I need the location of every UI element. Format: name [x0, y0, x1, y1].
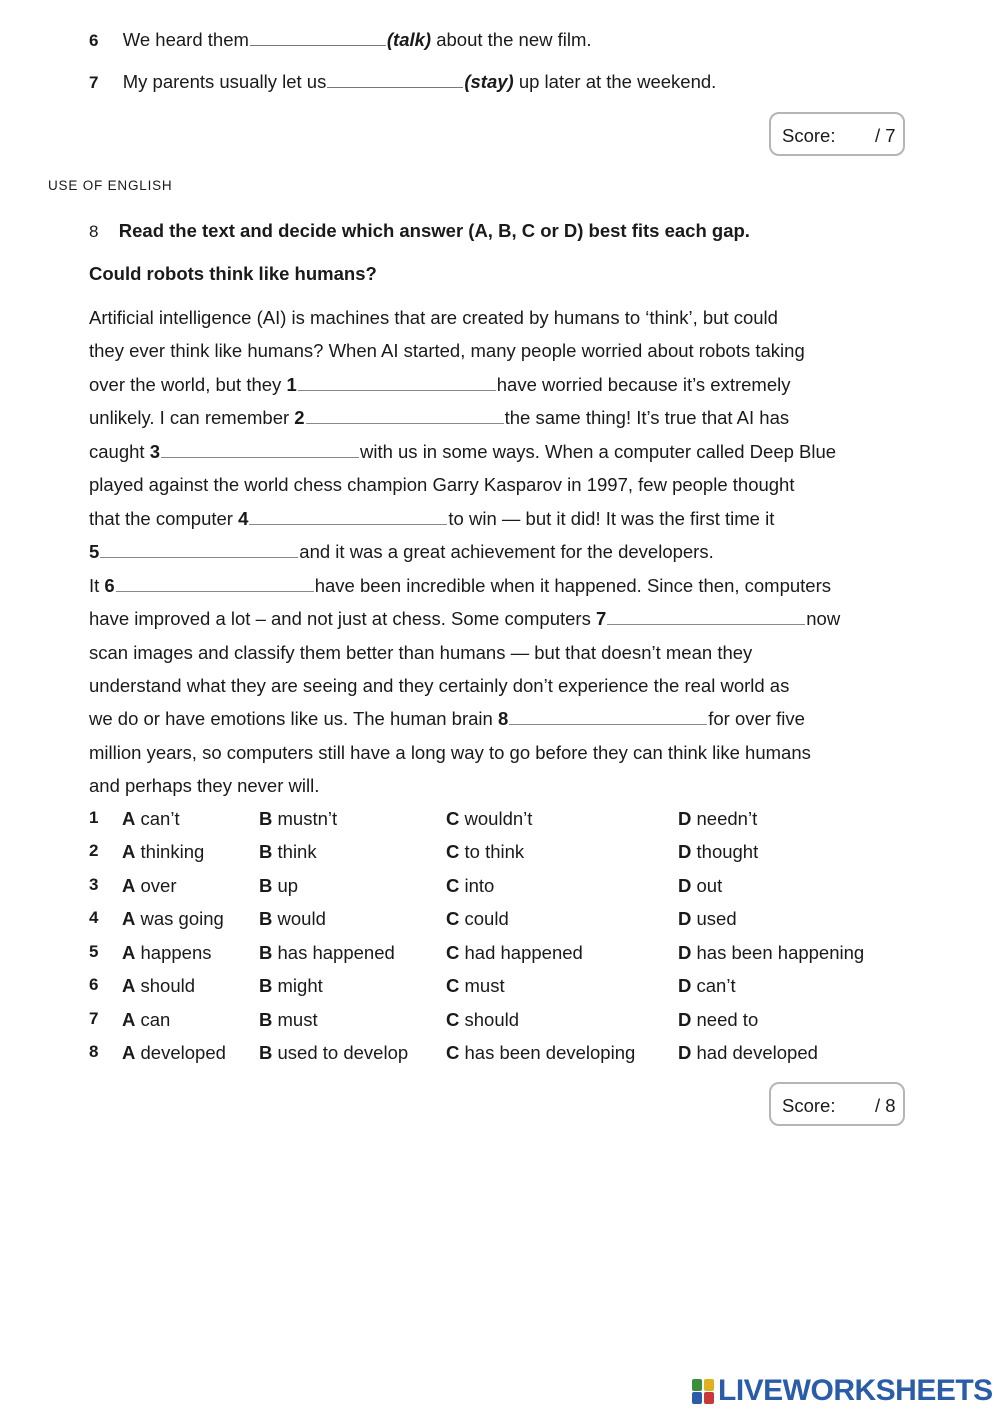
answer-blank[interactable]	[250, 44, 386, 46]
gap-blank[interactable]	[607, 623, 805, 625]
option-letter: B	[259, 808, 273, 829]
option-text: over	[140, 874, 177, 896]
option-letter: B	[259, 874, 273, 896]
option-letter: C	[446, 874, 460, 896]
option-d[interactable]	[678, 1009, 758, 1031]
option-letter: A	[122, 1042, 136, 1064]
option-letter: C	[446, 1008, 460, 1030]
option-letter: B	[259, 1008, 273, 1030]
option-letter: D	[678, 841, 692, 863]
option-text: mustn’t	[277, 808, 338, 829]
option-letter: C	[446, 1042, 460, 1064]
option-letter: A	[122, 874, 136, 896]
passage-text: for over five	[708, 708, 805, 730]
option-b[interactable]	[259, 942, 395, 964]
gap-number: 3	[149, 440, 160, 462]
exercise-number: 8	[89, 222, 99, 241]
option-letter: B	[259, 841, 273, 863]
option-text: thought	[696, 841, 759, 863]
passage-text: over the world, but they	[89, 373, 287, 395]
option-b[interactable]	[259, 1009, 318, 1031]
option-row-number: 7	[89, 1008, 99, 1028]
gap-number: 7	[595, 608, 607, 630]
option-row-number: 6	[89, 975, 99, 995]
option-letter: B	[259, 908, 273, 930]
passage-text: to win — but it did! It was the first time it	[448, 507, 775, 529]
option-letter: D	[678, 808, 692, 829]
liveworksheets-logo	[692, 1374, 993, 1408]
gap-number: 6	[104, 574, 115, 596]
option-letter: A	[122, 808, 136, 829]
option-a[interactable]	[122, 975, 195, 997]
text-title: Could robots think like humans?	[89, 263, 377, 284]
section-label: USE OF ENGLISH	[48, 178, 173, 193]
option-letter: A	[122, 908, 136, 930]
sentence-text-before: We heard them	[122, 29, 249, 50]
gap-blank[interactable]	[161, 456, 359, 458]
option-text: need to	[696, 1008, 759, 1030]
option-d[interactable]	[678, 975, 736, 997]
option-text: to think	[464, 841, 525, 863]
option-row-number: 5	[89, 941, 99, 961]
option-letter: A	[122, 1008, 136, 1030]
option-text: had happened	[464, 941, 583, 963]
passage-text: caught	[89, 440, 150, 462]
item-number: 7	[89, 73, 99, 92]
option-letter: C	[446, 941, 460, 963]
gap-number: 1	[286, 373, 297, 395]
option-letter: A	[122, 841, 136, 863]
passage-text: unlikely. I can remember	[89, 407, 295, 429]
option-a[interactable]	[122, 1009, 170, 1031]
option-a[interactable]	[122, 942, 212, 964]
option-a[interactable]	[122, 841, 204, 863]
passage-line	[89, 575, 831, 597]
option-text: should	[464, 1008, 520, 1030]
option-b[interactable]	[259, 975, 323, 997]
option-row-number: 1	[89, 808, 99, 827]
passage-line	[89, 675, 789, 697]
option-text: into	[464, 874, 495, 896]
gap-blank[interactable]	[100, 556, 298, 558]
passage-text: now	[806, 608, 841, 630]
option-letter: B	[259, 1042, 273, 1064]
option-d[interactable]	[678, 841, 758, 863]
option-c[interactable]	[446, 942, 583, 964]
option-row-number: 2	[89, 841, 99, 861]
verb-hint: (talk)	[386, 29, 432, 50]
option-a[interactable]	[122, 1042, 226, 1064]
option-text: can	[140, 1008, 171, 1030]
option-text: used	[696, 908, 737, 930]
option-a[interactable]	[122, 808, 180, 830]
option-text: happens	[140, 941, 212, 963]
option-text: must	[277, 1008, 318, 1030]
option-letter: B	[259, 941, 273, 963]
option-letter: B	[259, 975, 273, 997]
passage-line	[89, 441, 836, 463]
score-label: Score:	[782, 1095, 836, 1116]
option-letter: C	[446, 841, 460, 863]
instruction-text: Read the text and decide which answer (A, B, C or D) best fits each gap.	[118, 220, 750, 241]
option-c[interactable]	[446, 808, 532, 830]
option-text: out	[696, 874, 723, 896]
option-text: used to develop	[277, 1042, 409, 1064]
passage-line	[89, 508, 774, 530]
gap-number: 8	[497, 708, 509, 730]
logo-text: LIVEWORKSHEETS	[718, 1374, 993, 1407]
option-b[interactable]	[259, 841, 317, 863]
score-box-8	[769, 1082, 905, 1126]
passage-text: and it was a great achievement for the developers.	[299, 541, 714, 563]
passage-text: and perhaps they never will.	[89, 775, 320, 797]
option-letter: D	[678, 908, 692, 930]
option-text: could	[464, 908, 509, 930]
passage-text: million years, so computers still have a long way to go before they can think like humans	[89, 741, 811, 763]
option-text: should	[140, 975, 196, 997]
option-letter: A	[122, 975, 136, 997]
option-d[interactable]	[678, 875, 722, 897]
passage-text: have improved a lot – and not just at chess. Some computers	[89, 608, 596, 630]
option-row-number: 8	[89, 1042, 99, 1062]
passage-line	[89, 775, 319, 797]
option-text: would	[277, 908, 326, 930]
option-a[interactable]	[122, 875, 177, 897]
sentence-text-after: about the new film.	[436, 29, 592, 50]
passage-line	[89, 474, 794, 496]
passage-line	[89, 608, 840, 630]
score-label: Score:	[782, 125, 836, 146]
gap-blank[interactable]	[249, 523, 447, 525]
option-text: wouldn’t	[464, 808, 533, 829]
option-text: had developed	[696, 1042, 818, 1064]
option-text: needn’t	[696, 808, 758, 829]
passage-text: that the computer	[89, 507, 239, 529]
sentence-text-before: My parents usually let us	[122, 71, 327, 92]
passage-text: we do or have emotions like us. The human brain	[89, 708, 498, 730]
gap-number: 5	[89, 541, 100, 563]
option-text: has been developing	[464, 1042, 636, 1064]
option-letter: C	[446, 908, 460, 930]
verb-hint: (stay)	[464, 71, 514, 92]
option-c[interactable]	[446, 841, 524, 863]
gap-number: 4	[238, 507, 249, 529]
option-letter: D	[678, 941, 692, 963]
option-text: can’t	[140, 808, 180, 829]
passage-line	[89, 407, 789, 429]
option-letter: D	[678, 1008, 692, 1030]
option-c[interactable]	[446, 1042, 635, 1064]
option-a[interactable]	[122, 908, 224, 930]
passage-text: understand what they are seeing and they certainly don’t experience the real world as	[89, 674, 790, 696]
answer-blank[interactable]	[327, 86, 463, 88]
option-c[interactable]	[446, 875, 494, 897]
option-text: up	[277, 874, 299, 896]
option-text: think	[277, 841, 317, 863]
option-letter: A	[122, 941, 136, 963]
passage-line	[89, 742, 811, 764]
gap-number: 2	[294, 407, 305, 429]
passage-line	[89, 374, 791, 396]
item-number: 6	[89, 31, 99, 50]
passage-line	[89, 541, 714, 563]
option-text: developed	[140, 1042, 226, 1064]
option-c[interactable]	[446, 975, 505, 997]
passage-line	[89, 307, 778, 329]
option-d[interactable]	[678, 1042, 818, 1064]
passage-text: played against the world chess champion Garry Kasparov in 1997, few people thought	[89, 474, 795, 496]
option-letter: D	[678, 975, 692, 997]
passage-text: the same thing! It’s true that AI has	[504, 407, 790, 429]
option-b[interactable]	[259, 1042, 408, 1064]
score-total: / 7	[875, 125, 896, 146]
option-c[interactable]	[446, 908, 509, 930]
passage-text: they ever think like humans? When AI started, many people worried about robots taking	[89, 340, 805, 362]
exercise-instruction	[89, 220, 750, 242]
logo-icon	[692, 1377, 716, 1405]
passage-line	[89, 708, 805, 730]
score-total: / 8	[875, 1095, 896, 1116]
option-row-number: 3	[89, 874, 99, 894]
gap-blank[interactable]	[298, 389, 496, 391]
option-text: must	[464, 975, 505, 997]
sentence-text-after: up later at the weekend.	[518, 71, 717, 92]
option-letter: C	[446, 975, 460, 997]
passage-text: scan images and classify them better than humans — but that doesn’t mean they	[89, 641, 753, 663]
gap-blank[interactable]	[509, 723, 707, 725]
gap-blank[interactable]	[116, 590, 314, 592]
passage-text: It	[89, 574, 105, 596]
passage-text: Artificial intelligence (AI) is machines that are created by humans to ‘think’, but could	[89, 307, 778, 328]
option-d[interactable]	[678, 808, 757, 830]
option-d[interactable]	[678, 908, 737, 930]
sentence-item-6	[89, 29, 592, 51]
option-letter: D	[678, 874, 692, 896]
gap-blank[interactable]	[306, 422, 504, 424]
option-text: might	[277, 975, 323, 997]
option-text: was going	[140, 908, 224, 930]
option-d[interactable]	[678, 942, 864, 964]
option-row-number: 4	[89, 908, 99, 928]
passage-text: have been incredible when it happened. Since then, computers	[314, 574, 832, 596]
score-box-7	[769, 112, 905, 156]
option-letter: D	[678, 1042, 692, 1064]
option-text: has been happening	[696, 941, 865, 963]
option-text: thinking	[140, 841, 205, 863]
option-b[interactable]	[259, 875, 298, 897]
option-c[interactable]	[446, 1009, 519, 1031]
passage-text: have worried because it’s extremely	[496, 373, 791, 395]
passage-line	[89, 340, 805, 362]
option-text: has happened	[277, 941, 395, 963]
option-b[interactable]	[259, 808, 337, 830]
option-b[interactable]	[259, 908, 326, 930]
passage-text: with us in some ways. When a computer called Deep Blue	[359, 440, 837, 462]
option-letter: C	[446, 808, 460, 829]
sentence-item-7	[89, 71, 716, 93]
option-text: can’t	[696, 975, 736, 997]
passage-line	[89, 642, 752, 664]
